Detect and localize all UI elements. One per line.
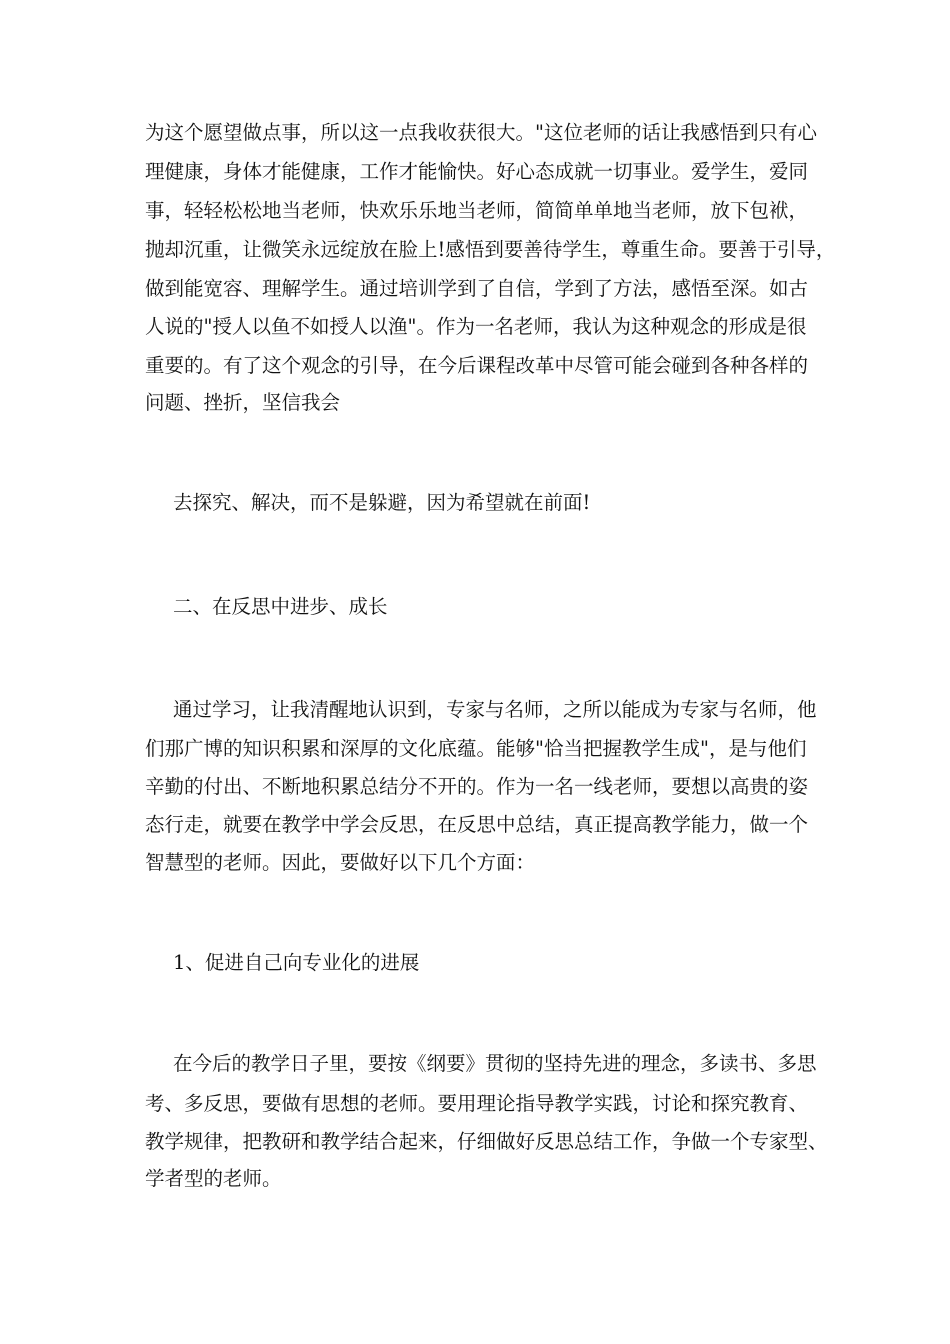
- paragraph-line: 做到能宽容、理解学生。通过培训学到了自信，学到了方法，感悟至深。如古: [145, 277, 809, 300]
- subsection-heading: 1、促进自己向专业化的进展: [173, 951, 420, 974]
- paragraph-line: 事，轻轻松松地当老师，快欢乐乐地当老师，简简单单地当老师，放下包袱，: [145, 199, 809, 222]
- paragraph-line: 理健康，身体才能健康，工作才能愉快。好心态成就一切事业。爱学生，爱同: [145, 160, 809, 183]
- section-heading: 二、在反思中进步、成长: [173, 595, 388, 618]
- paragraph-line: 通过学习，让我清醒地认识到，专家与名师，之所以能成为专家与名师，他: [173, 698, 817, 721]
- paragraph-line: 们那广博的知识积累和深厚的文化底蕴。能够"恰当把握教学生成"，是与他们: [145, 737, 807, 760]
- paragraph-line: 态行走，就要在教学中学会反思，在反思中总结，真正提高教学能力，做一个: [145, 813, 809, 836]
- paragraph-line: 问题、挫折，坚信我会: [145, 391, 341, 414]
- paragraph-line: 智慧型的老师。因此，要做好以下几个方面：: [145, 851, 536, 874]
- paragraph-line: 去探究、解决，而不是躲避，因为希望就在前面!: [173, 491, 591, 514]
- paragraph-line: 人说的"授人以鱼不如授人以渔"。作为一名老师，我认为这种观念的形成是很: [145, 315, 807, 338]
- paragraph-line: 考、多反思，要做有思想的老师。要用理论指导教学实践，讨论和探究教育、: [145, 1092, 809, 1115]
- paragraph-line: 抛却沉重，让微笑永远绽放在脸上!感悟到要善待学生，尊重生命。要善于引导，: [145, 238, 836, 261]
- paragraph-line: 学者型的老师。: [145, 1167, 282, 1190]
- paragraph-line: 辛勤的付出、不断地积累总结分不开的。作为一名一线老师，要想以高贵的姿: [145, 775, 809, 798]
- paragraph-line: 重要的。有了这个观念的引导，在今后课程改革中尽管可能会碰到各种各样的: [145, 354, 809, 377]
- paragraph-line: 在今后的教学日子里，要按《纲要》贯彻的坚持先进的理念，多读书、多思: [173, 1052, 817, 1075]
- paragraph-line: 为这个愿望做点事，所以这一点我收获很大。"这位老师的话让我感悟到只有心: [145, 121, 817, 144]
- paragraph-line: 教学规律，把教研和教学结合起来，仔细做好反思总结工作，争做一个专家型、: [145, 1130, 828, 1153]
